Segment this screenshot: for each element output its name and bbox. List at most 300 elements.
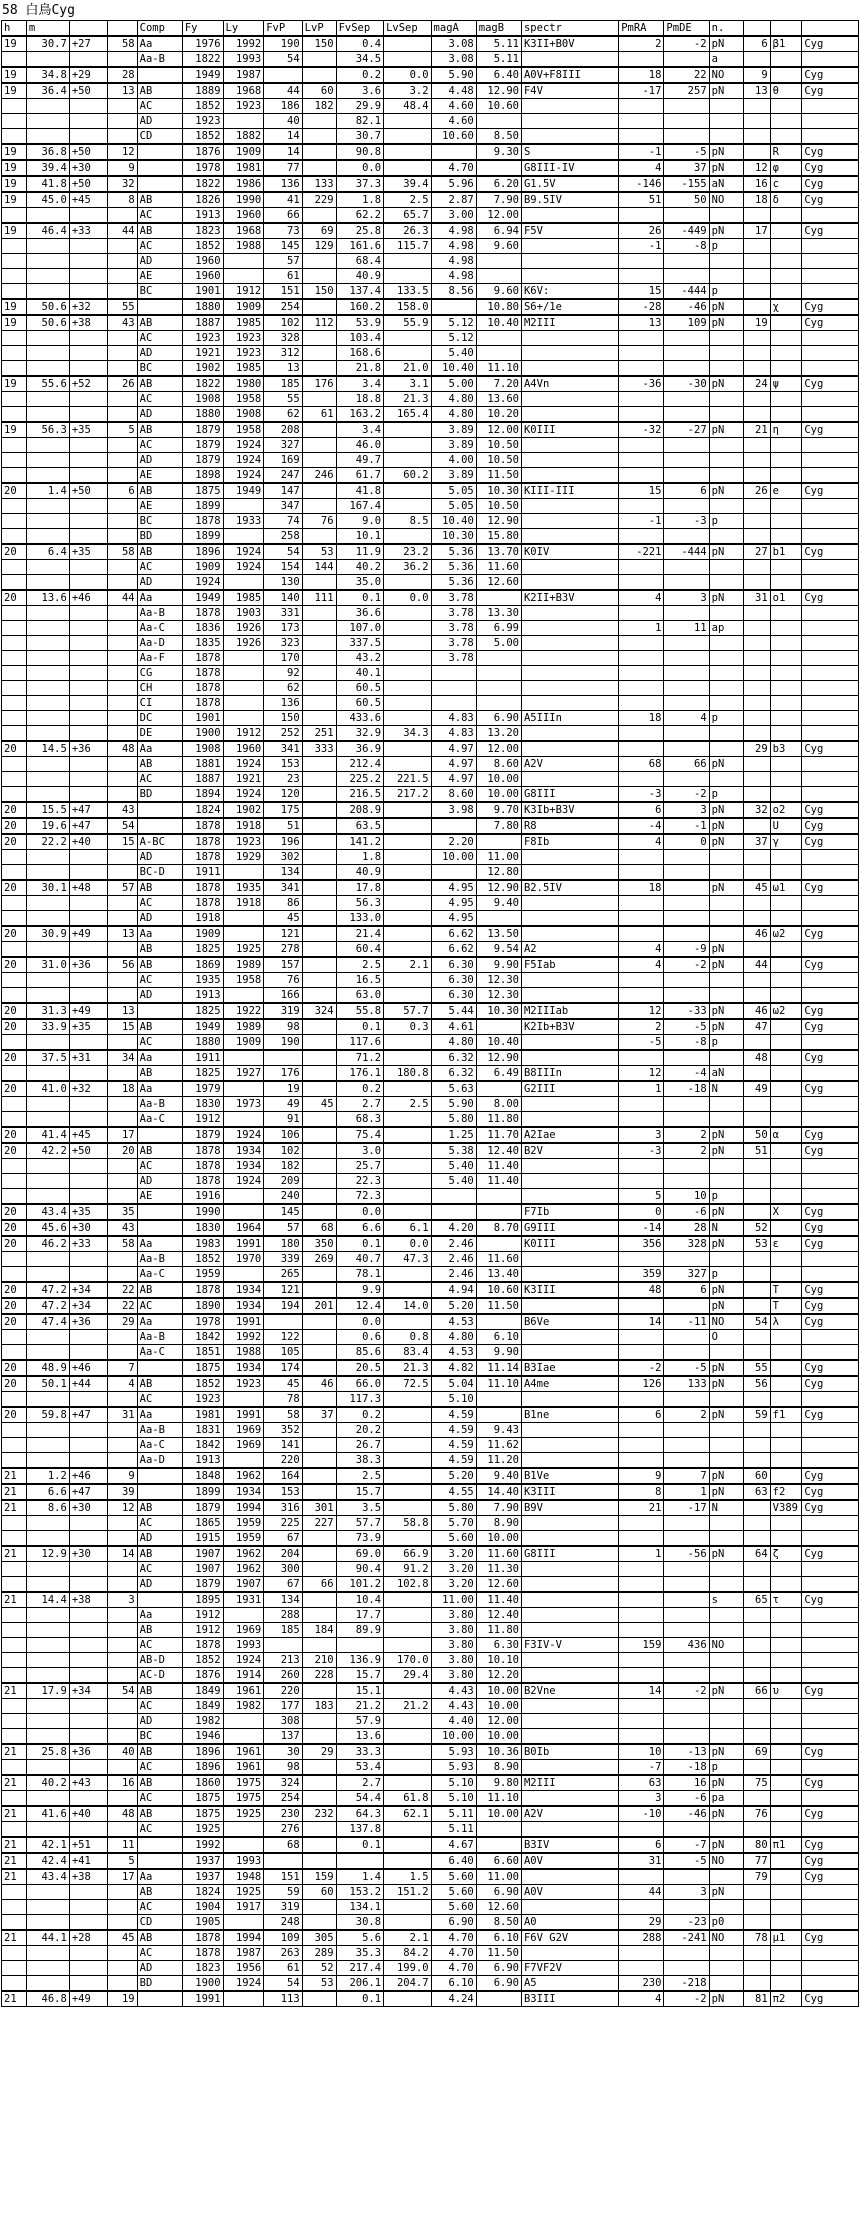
table-cell: 21 [2,1869,27,1885]
table-cell: 10.20 [476,407,521,423]
table-row [2,1438,859,1453]
table-cell [802,114,859,129]
table-cell: Cyg [802,1744,859,1760]
table-cell: 159 [302,1869,336,1885]
table-cell [108,1976,137,1992]
table-row [2,1946,859,1961]
table-cell [69,757,107,772]
table-row [2,99,859,114]
table-cell: 91.2 [384,1562,431,1577]
table-cell: -14 [619,1220,664,1236]
table-cell [709,129,743,145]
table-cell [2,1961,27,1976]
table-cell [743,144,770,160]
table-cell: 4.95 [431,880,476,896]
table-cell [384,1915,431,1931]
table-cell: 8.50 [476,129,521,145]
table-cell [802,757,859,772]
table-cell: γ [770,834,802,850]
table-cell: A0V [521,1853,618,1869]
table-cell: 1875 [182,1360,223,1376]
table-cell: pN [709,422,743,438]
table-cell: -9 [664,942,709,958]
table-cell: 13.6 [336,1729,383,1745]
table-row [2,1330,859,1345]
table-cell: 53.4 [336,1760,383,1776]
table-cell [743,1189,770,1205]
table-cell [2,114,27,129]
table-cell [108,696,137,711]
table-cell: 40 [108,1744,137,1760]
table-cell: AB [137,757,182,772]
table-cell [384,1623,431,1638]
table-cell [302,942,336,958]
table-cell: AC [137,1159,182,1174]
table-row [2,1853,859,1869]
table-cell: AD [137,114,182,129]
table-cell [770,453,802,468]
table-cell [743,1282,770,1298]
table-cell [108,99,137,114]
table-cell: A2V [521,1806,618,1822]
table-cell: 10.50 [476,453,521,468]
table-cell [2,1946,27,1961]
table-cell: B3III [521,1991,618,2007]
table-cell [384,1900,431,1915]
table-cell [302,438,336,453]
table-cell: 55.9 [384,315,431,331]
table-cell [302,1791,336,1807]
table-cell: 4.80 [431,1035,476,1051]
table-cell: 2.1 [384,1930,431,1946]
table-cell [770,1423,802,1438]
table-cell: 50 [664,192,709,208]
table-cell: +35 [69,1019,107,1035]
table-cell: 19 [2,315,27,331]
table-cell: 4.97 [431,772,476,787]
table-cell: +33 [69,1236,107,1252]
table-cell: AB [137,544,182,560]
table-cell: 11.60 [476,1546,521,1562]
table-cell [476,1392,521,1408]
table-cell: 6 [108,483,137,499]
table-cell: 66 [264,208,302,224]
table-cell: 4.98 [431,254,476,269]
table-cell: 60.5 [336,681,383,696]
table-cell [2,911,27,927]
table-cell: +45 [69,1127,107,1143]
table-cell [302,1159,336,1174]
table-cell [26,1189,69,1205]
table-cell: 102 [264,1143,302,1159]
table-cell: AB [137,315,182,331]
table-cell [770,1653,802,1668]
table-cell: AD [137,1174,182,1189]
table-cell [770,239,802,254]
table-cell: 1902 [182,361,223,377]
table-cell: 15.7 [336,1484,383,1500]
column-header: LvP [302,21,336,37]
table-cell: -2 [664,36,709,52]
table-cell: 164 [264,1468,302,1484]
table-cell: 17 [743,223,770,239]
table-cell [26,711,69,726]
table-cell [521,361,618,377]
table-cell [709,741,743,757]
table-cell [664,696,709,711]
table-cell: 36.4 [26,83,69,99]
table-cell [302,483,336,499]
table-cell [743,392,770,407]
table-cell: 37 [664,160,709,176]
table-cell: 18 [619,711,664,726]
table-cell: 312 [264,346,302,361]
table-cell: Aa-C [137,1438,182,1453]
table-cell [709,1531,743,1547]
table-cell: 34.5 [336,52,383,68]
table-cell: -13 [664,1744,709,1760]
table-cell: 63.5 [336,818,383,834]
table-cell [223,1267,264,1283]
table-cell: 40.9 [336,269,383,284]
table-cell [108,606,137,621]
table-cell: 6 [619,802,664,818]
table-cell: 1.5 [384,1869,431,1885]
table-cell [709,114,743,129]
table-cell [521,114,618,129]
table-cell [69,560,107,575]
table-cell [521,1050,618,1066]
table-cell [743,1298,770,1314]
table-cell [521,407,618,423]
table-cell [770,1267,802,1283]
table-cell [802,392,859,407]
table-cell: 5.11 [431,1806,476,1822]
table-cell: 32 [108,176,137,192]
table-cell [802,1729,859,1745]
table-cell: 180.8 [384,1066,431,1082]
table-cell: 1978 [182,160,223,176]
table-cell: 4.53 [431,1345,476,1361]
table-cell: 11.00 [476,850,521,865]
table-cell [709,1112,743,1128]
table-cell [264,1853,302,1869]
table-cell: 6 [664,1282,709,1298]
table-cell: 153.2 [336,1885,383,1900]
table-cell: +30 [69,1500,107,1516]
table-cell [619,1159,664,1174]
table-row [2,1930,859,1946]
table-cell: 1.4 [26,483,69,499]
table-cell: 22 [108,1298,137,1314]
table-cell: 5.63 [431,1081,476,1097]
table-row [2,1019,859,1035]
table-cell: 50 [743,1127,770,1143]
table-cell [521,1729,618,1745]
table-cell: s [709,1592,743,1608]
table-cell [709,1423,743,1438]
table-cell: 5.80 [431,1500,476,1516]
table-cell: +46 [69,590,107,606]
table-cell: 46.8 [26,1991,69,2007]
table-cell: 11.62 [476,1438,521,1453]
table-cell [664,666,709,681]
table-cell: Cyg [802,83,859,99]
table-cell [521,1392,618,1408]
table-cell [302,1081,336,1097]
table-cell: 11.40 [476,1174,521,1189]
table-cell: 11.10 [476,361,521,377]
table-cell [302,1683,336,1699]
table-cell [802,208,859,224]
table-cell: ψ [770,376,802,392]
table-cell [521,1252,618,1267]
table-cell: π1 [770,1837,802,1853]
table-cell [108,1885,137,1900]
table-cell [521,741,618,757]
table-cell [69,284,107,300]
table-cell [2,99,27,114]
table-cell [709,1900,743,1915]
table-cell: pN [709,590,743,606]
table-cell [802,1760,859,1776]
table-cell [743,787,770,803]
table-cell [743,1531,770,1547]
table-cell [664,681,709,696]
table-cell: 25.8 [336,223,383,239]
table-cell [108,787,137,803]
table-row [2,1298,859,1314]
table-cell [2,1112,27,1128]
table-cell: 3 [619,1127,664,1143]
table-cell [664,1822,709,1838]
table-cell: χ [770,299,802,315]
table-cell: 1890 [182,1298,223,1314]
table-row [2,681,859,696]
table-cell [384,1081,431,1097]
table-cell: 1907 [182,1546,223,1562]
table-cell [223,711,264,726]
table-cell: 19 [2,144,27,160]
table-cell: 1900 [182,1976,223,1992]
table-cell: 1946 [182,1729,223,1745]
table-cell: 20 [2,1050,27,1066]
table-cell: 3.00 [431,208,476,224]
table-cell: 44 [108,590,137,606]
table-cell: +35 [69,422,107,438]
table-cell: AB [137,376,182,392]
table-cell: 11.14 [476,1360,521,1376]
table-cell: 21 [2,1744,27,1760]
table-cell: AB [137,1744,182,1760]
table-cell: 1982 [223,1699,264,1714]
table-cell: 21 [2,1500,27,1516]
table-cell [223,1392,264,1408]
table-cell: 98 [264,1019,302,1035]
table-cell: 1880 [182,299,223,315]
table-cell: AB [137,1143,182,1159]
table-cell [802,1438,859,1453]
table-cell: 136 [264,696,302,711]
table-cell: 16.5 [336,973,383,988]
table-cell: 51 [743,1143,770,1159]
table-cell: 55 [264,392,302,407]
table-cell: 1896 [182,1760,223,1776]
table-cell: 21 [2,1775,27,1791]
table-cell: 80 [743,1837,770,1853]
table-cell: 12.00 [476,741,521,757]
table-cell [108,269,137,284]
table-cell: 21.0 [384,361,431,377]
table-cell [2,453,27,468]
table-cell [384,1112,431,1128]
table-cell: 5.60 [431,1869,476,1885]
table-cell [709,346,743,361]
table-cell [743,973,770,988]
table-cell [743,1915,770,1931]
table-cell [770,1885,802,1900]
table-cell [69,1608,107,1623]
table-cell: 6 [619,1407,664,1423]
table-cell [302,1729,336,1745]
table-cell: Cyg [802,926,859,942]
table-cell: 1924 [223,1976,264,1992]
table-cell: 50.6 [26,299,69,315]
table-cell [743,1714,770,1729]
table-cell: -28 [619,299,664,315]
table-cell [521,392,618,407]
table-cell [521,1516,618,1531]
table-cell: 252 [264,726,302,742]
table-cell: 1978 [182,1314,223,1330]
table-cell [302,850,336,865]
table-cell: 3 [664,1885,709,1900]
table-cell [802,1822,859,1838]
table-cell [2,757,27,772]
table-cell: 61.8 [384,1791,431,1807]
table-cell: NO [709,1853,743,1869]
table-cell [108,1531,137,1547]
table-cell: 61 [264,1961,302,1976]
table-cell [802,726,859,742]
table-cell [26,1900,69,1915]
table-cell [108,1961,137,1976]
table-cell [2,346,27,361]
table-cell: 9.40 [476,1468,521,1484]
table-cell [302,606,336,621]
table-cell: 1907 [182,1562,223,1577]
table-cell: 5.40 [431,1159,476,1174]
table-cell: 21.4 [336,926,383,942]
table-cell [619,99,664,114]
table-cell [2,1760,27,1776]
table-cell [26,1791,69,1807]
table-cell: 111 [302,590,336,606]
table-cell: F7VF2V [521,1961,618,1976]
table-cell [709,606,743,621]
table-cell [743,438,770,453]
table-cell: 9.90 [476,957,521,973]
table-cell [802,681,859,696]
table-cell: pN [709,1683,743,1699]
table-cell [26,499,69,514]
table-cell [743,1438,770,1453]
table-cell: 103.4 [336,331,383,346]
table-cell: 74 [264,514,302,529]
table-cell: 67 [264,1577,302,1593]
table-cell: AC [137,1946,182,1961]
table-cell [770,1453,802,1469]
table-cell: K2Ib+B3V [521,1019,618,1035]
table-row [2,254,859,269]
table-cell: G9III [521,1220,618,1236]
table-cell [743,850,770,865]
table-cell: 6.62 [431,942,476,958]
table-row [2,1775,859,1791]
table-cell: 1912 [182,1623,223,1638]
table-cell: 42.1 [26,1837,69,1853]
table-cell: 1907 [223,1577,264,1593]
table-cell: 81 [743,1991,770,2007]
table-cell: 6 [664,483,709,499]
table-cell [302,1282,336,1298]
table-cell: 42.2 [26,1143,69,1159]
table-cell [26,1822,69,1838]
table-cell [223,988,264,1004]
table-cell [431,696,476,711]
table-cell: 1 [619,1546,664,1562]
table-cell: 66.9 [384,1546,431,1562]
table-cell: 319 [264,1900,302,1915]
table-cell: 78 [743,1930,770,1946]
table-cell: 68 [264,1837,302,1853]
table-cell: A2 [521,942,618,958]
table-cell: -4 [619,818,664,834]
table-cell [302,1760,336,1776]
table-cell [476,1204,521,1220]
table-cell [770,99,802,114]
table-cell [521,1791,618,1807]
table-cell: Aa-B [137,52,182,68]
table-cell: 301 [302,1500,336,1516]
table-cell: 1852 [182,99,223,114]
table-cell: X [770,1204,802,1220]
table-cell: 1975 [223,1791,264,1807]
table-cell: 67 [264,1531,302,1547]
table-cell: 1989 [223,1019,264,1035]
table-cell: 75 [743,1775,770,1791]
table-cell: 20 [2,1298,27,1314]
table-cell: F5V [521,223,618,239]
table-cell [302,1423,336,1438]
table-cell [69,1976,107,1992]
table-cell: 1918 [223,818,264,834]
table-cell [26,1267,69,1283]
table-cell [619,1623,664,1638]
table-cell: 18 [619,67,664,83]
table-cell [770,1189,802,1205]
column-header: PmRA [619,21,664,37]
table-cell [2,1438,27,1453]
table-cell: 15 [619,284,664,300]
table-cell [69,1252,107,1267]
table-cell: AC [137,239,182,254]
table-cell: Cyg [802,1500,859,1516]
table-cell [770,1531,802,1547]
table-cell [108,254,137,269]
table-cell: 56.3 [336,896,383,911]
table-cell [26,1066,69,1082]
